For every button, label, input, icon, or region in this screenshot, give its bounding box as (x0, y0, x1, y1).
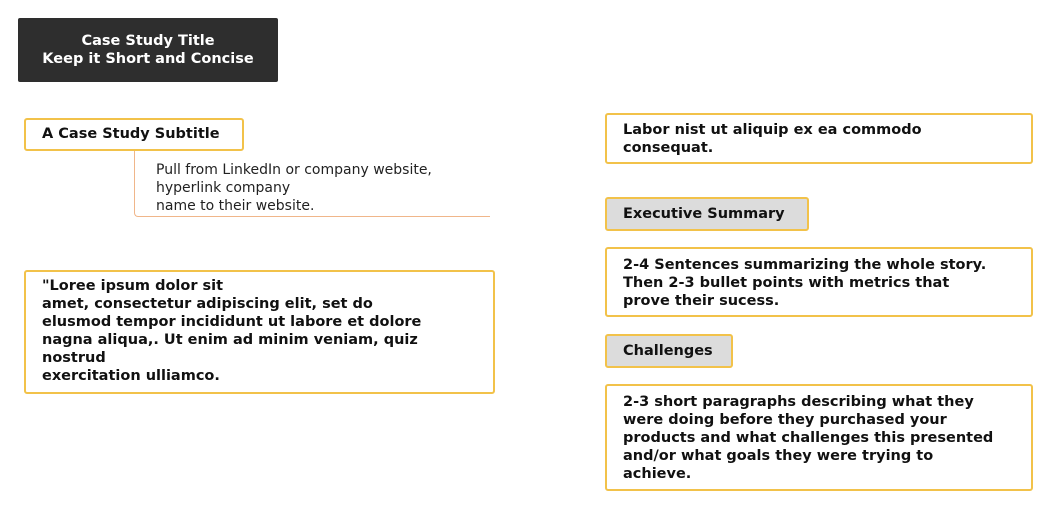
executive-summary-box (605, 247, 1033, 317)
note-line: Pull from LinkedIn or company website, (156, 162, 432, 178)
challenges-line: products and what challenges this presented (623, 430, 994, 446)
quote-line: nagna aliqua,. Ut enim ad minim veniam, quiz (42, 332, 418, 348)
summary-line: Then 2-3 bullet points with metrics that (623, 275, 950, 291)
challenges-line: 2-3 short paragraphs describing what they (623, 394, 974, 410)
quote-line: amet, consectetur adipiscing elit, set do (42, 296, 373, 312)
subtitle-box (24, 118, 244, 151)
summary-line: prove their sucess. (623, 293, 780, 309)
challenges-line: and/or what goals they were trying to (623, 448, 934, 464)
challenges-line: were doing before they purchased your (623, 412, 947, 428)
quote-line: nostrud (42, 350, 106, 366)
quote-line: "Loree ipsum dolor sit (42, 278, 224, 294)
title-tagline: Keep it Short and Concise (42, 51, 254, 67)
intro-line: Labor nist ut aliquip ex ea commodo (623, 122, 922, 138)
intro-line: consequat. (623, 140, 714, 156)
summary-line: 2-4 Sentences summarizing the whole story. (623, 257, 987, 273)
heading-text: Executive Summary (623, 206, 785, 222)
challenges-heading (605, 334, 733, 368)
heading-text: Challenges (623, 343, 713, 359)
case-study-title (18, 18, 278, 82)
challenges-box (605, 384, 1033, 491)
title-line: Case Study Title (81, 33, 215, 49)
quote-line: exercitation ulliamco. (42, 368, 220, 384)
quote-box (24, 270, 495, 394)
challenges-line: achieve. (623, 466, 692, 482)
company-note (156, 161, 486, 215)
intro-box (605, 113, 1033, 164)
quote-line: elusmod tempor incididunt ut labore et dolore (42, 314, 422, 330)
subtitle-text: A Case Study Subtitle (42, 126, 220, 142)
executive-summary-heading (605, 197, 809, 231)
note-line: name to their website. (156, 198, 315, 214)
note-line: hyperlink company (156, 180, 291, 196)
